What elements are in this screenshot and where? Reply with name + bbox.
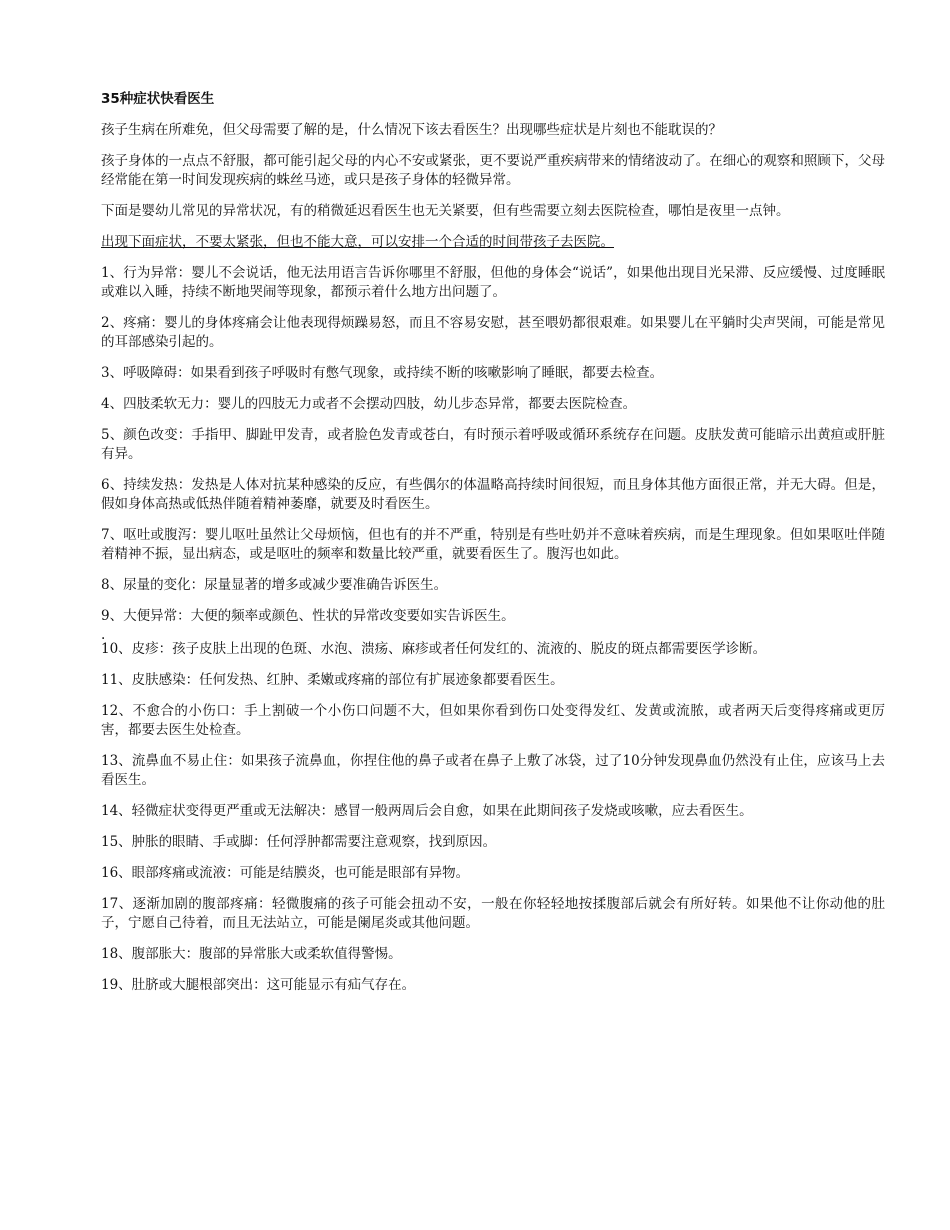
document-page <box>101 90 885 1007</box>
symptom-item-2: 2、疼痛：婴儿的身体疼痛会让他表现得烦躁易怒，而且不容易安慰，甚至喂奶都很艰难。如果婴儿在平躺时尖声哭闹，可能是常见的耳部感染引起的。 <box>101 315 885 350</box>
intro-paragraph-1: 孩子生病在所难免，但父母需要了解的是，什么情况下该去看医生？出现哪些症状是片刻也不能耽误的？ <box>101 122 722 138</box>
symptom-item-11: 11、皮肤感染：任何发热、红肿、柔嫩或疼痛的部位有扩展迹象都要看医生。 <box>101 672 564 688</box>
symptom-item-13: 13、流鼻血不易止住：如果孩子流鼻血，你捏住他的鼻子或者在鼻子上敷了冰袋，过了10分钟发现鼻血仍然没有止住，应该马上去看医生。 <box>101 753 885 788</box>
symptom-item-15: 15、肿胀的眼睛、手或脚：任何浮肿都需要注意观察，找到原因。 <box>101 834 497 850</box>
symptom-item-8: 8、尿量的变化：尿量显著的增多或减少要准确告诉医生。 <box>101 577 448 593</box>
intro-paragraph-2: 孩子身体的一点点不舒服，都可能引起父母的内心不安或紧张，更不要说严重疾病带来的情绪波动了。在细心的观察和照顾下，父母经常能在第一时间发现疾病的蛛丝马迹，或只是孩子身体的轻微异常。 <box>101 153 885 188</box>
symptom-item-1: 1、行为异常：婴儿不会说话，他无法用语言告诉你哪里不舒服，但他的身体会“说话”，如果他出现目光呆滞、反应缓慢、过度睡眠或难以入睡，持续不断地哭闹等现象，都预示着什么地方出问题了。 <box>101 265 885 300</box>
symptom-item-10: 10、皮疹：孩子皮肤上出现的色斑、水泡、溃疡、麻疹或者任何发红的、流液的、脱皮的斑点都需要医学诊断。 <box>101 641 767 657</box>
symptom-item-16: 16、眼部疼痛或流液：可能是结膜炎，也可能是眼部有异物。 <box>101 865 470 881</box>
stray-mark: . <box>101 627 106 643</box>
document-title: 35种症状快看医生 <box>101 91 215 107</box>
symptom-item-19: 19、肚脐或大腿根部突出：这可能显示有疝气存在。 <box>101 977 416 993</box>
symptom-item-3: 3、呼吸障碍：如果看到孩子呼吸时有憋气现象，或持续不断的咳嗽影响了睡眠，都要去检查。 <box>101 365 664 381</box>
symptom-item-18: 18、腹部胀大：腹部的异常胀大或柔软值得警惕。 <box>101 946 402 962</box>
symptom-item-9: 9、大便异常：大便的频率或颜色、性状的异常改变要如实告诉医生。 <box>101 608 515 624</box>
intro-paragraph-3: 下面是婴幼儿常见的异常状况，有的稍微延迟看医生也无关紧要，但有些需要立刻去医院检查，哪怕是夜里一点钟。 <box>101 203 790 219</box>
section-heading: 出现下面症状，不要太紧张，但也不能大意，可以安排一个合适的时间带孩子去医院。 <box>101 234 614 250</box>
symptom-item-14: 14、轻微症状变得更严重或无法解决：感冒一般两周后会自愈，如果在此期间孩子发烧或咳嗽，应去看医生。 <box>101 803 753 819</box>
symptom-item-4: 4、四肢柔软无力：婴儿的四肢无力或者不会摆动四肢，幼儿步态异常，都要去医院检查。 <box>101 396 637 412</box>
symptom-item-5: 5、颜色改变：手指甲、脚趾甲发青，或者脸色发青或苍白，有时预示着呼吸或循环系统存在问题。皮肤发黄可能暗示出黄疸或肝脏有异。 <box>101 427 885 462</box>
symptom-item-7: 7、呕吐或腹泻：婴儿呕吐虽然让父母烦恼，但也有的并不严重，特别是有些吐奶并不意味着疾病，而是生理现象。但如果呕吐伴随着精神不振，显出病态，或是呕吐的频率和数量比较严重，就要看医生了。腹泻也如此。 <box>101 527 885 562</box>
symptom-item-12: 12、不愈合的小伤口：手上割破一个小伤口问题不大，但如果你看到伤口处变得发红、发黄或流脓，或者两天后变得疼痛或更厉害，都要去医生处检查。 <box>101 703 885 738</box>
symptom-item-17: 17、逐渐加剧的腹部疼痛：轻微腹痛的孩子可能会扭动不安，一般在你轻轻地按揉腹部后就会有所好转。如果他不让你动他的肚子，宁愿自己待着，而且无法站立，可能是阑尾炎或其他问题。 <box>101 896 885 931</box>
symptom-item-6: 6、持续发热：发热是人体对抗某种感染的反应，有些偶尔的体温略高持续时间很短，而且身体其他方面很正常，并无大碍。但是，假如身体高热或低热伴随着精神萎靡，就要及时看医生。 <box>101 477 885 512</box>
